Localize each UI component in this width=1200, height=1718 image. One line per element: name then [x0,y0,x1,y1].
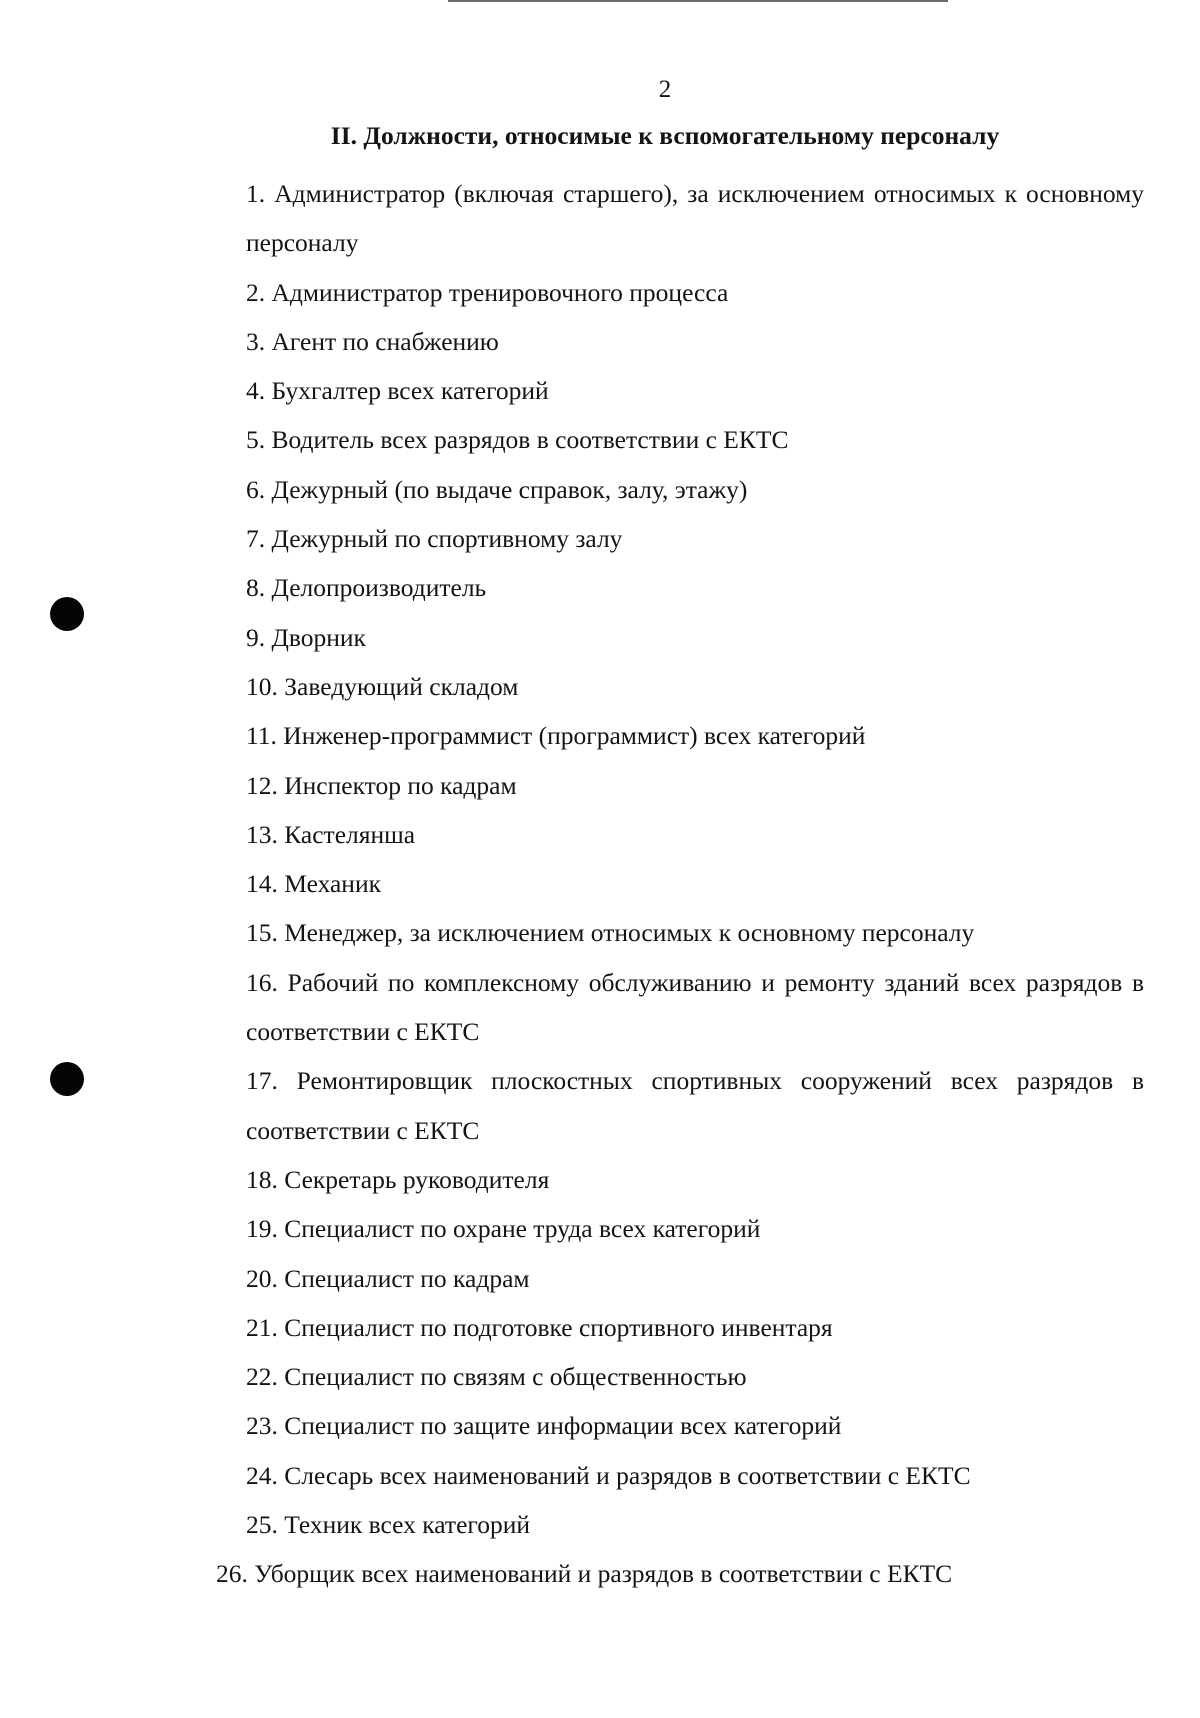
list-item: 25. Техник всех категорий [246,1510,531,1540]
list-item: 12. Инспектор по кадрам [246,770,517,800]
list-item: 21. Специалист по подготовке спортивного инвентаря [246,1312,833,1342]
list-item: 16. Рабочий по комплексному обслуживанию и ремонту зданий всех разрядов в соответствии с ЕКТС [246,967,1144,1047]
list-item: 8. Делопроизводитель [246,573,487,603]
list-item: 3. Агент по снабжению [246,326,499,356]
list-item: 18. Секретарь руководителя [246,1164,550,1194]
punch-hole-mark [50,597,84,631]
list-item: 1. Администратор (включая старшего), за исключением относимых к основному персоналу [246,179,1144,258]
list-item: 6. Дежурный (по выдаче справок, залу, этажу) [246,474,748,504]
list-item: 13. Кастелянша [246,819,416,849]
list-item: 9. Дворник [246,622,366,652]
list-item: 5. Водитель всех разрядов в соответствии с ЕКТС [246,425,789,455]
list-item: 19. Специалист по охране труда всех категорий [246,1214,761,1244]
list-item: 14. Механик [246,869,381,899]
list-item: 23. Специалист по защите информации всех категорий [246,1411,842,1441]
top-edge-line [448,0,948,2]
list-item: 2. Администратор тренировочного процесса [246,277,729,307]
list-item: 20. Специалист по кадрам [246,1263,530,1293]
list-item: 15. Менеджер, за исключением относимых к основному персоналу [246,918,975,948]
list-item: 11. Инженер-программист (программист) всех категорий [246,721,866,751]
list-item: 24. Слесарь всех наименований и разрядов в соответствии с ЕКТС [246,1460,971,1490]
section-title: II. Должности, относимые к вспомогательному персоналу [330,121,1000,150]
list-item: 26. Уборщик всех наименований и разрядов в соответствии с ЕКТС [216,1559,953,1589]
list-item: 4. Бухгалтер всех категорий [246,376,549,406]
list-item: 22. Специалист по связям с общественностью [246,1362,747,1392]
list-item: 10. Заведующий складом [246,671,519,701]
punch-hole-mark [50,1062,84,1096]
page-number: 2 [658,76,672,103]
list-item: 17. Ремонтировщик плоскостных спортивных сооружений всех разрядов в соответствии с ЕКТС [246,1066,1144,1145]
list-item: 7. Дежурный по спортивному залу [246,524,623,554]
positions-list [216,169,1144,1599]
